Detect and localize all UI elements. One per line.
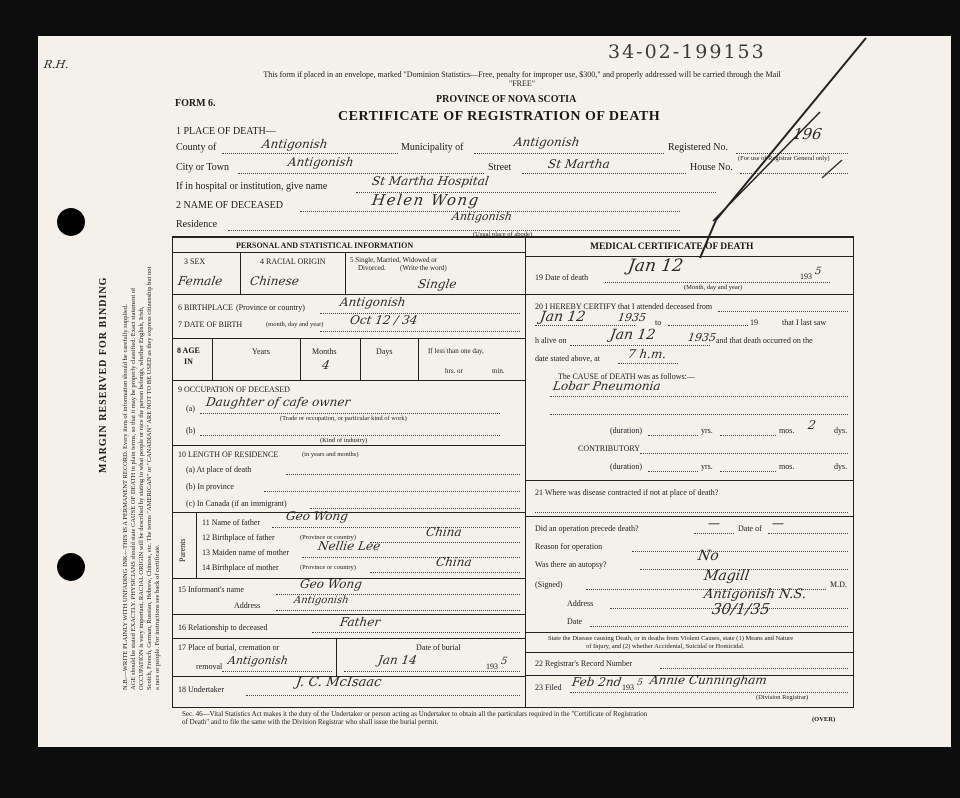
hrs-label: hrs. or [445,367,463,375]
age-label: IN [184,357,193,366]
medical-heading: MEDICAL CERTIFICATE OF DEATH [590,242,754,252]
race-label: 4 RACIAL ORIGIN [260,257,326,266]
margin-instructions: AGE should be stated EXACTLY. PHYSICIANS should state CAUSE OF DEATH in plain terms, so that it may be properly classified. Exact statement of [130,287,137,690]
street-value: St Martha [547,157,611,171]
autopsy-label: Was there an autopsy? [535,560,607,569]
informant-label: 15 Informant's name [178,585,244,594]
death-year-value: 5 [814,266,823,277]
house-no-label: House No. [690,162,733,173]
certify-label: 20 I HEREBY CERTIFY that I attended deceased from [535,302,713,311]
mos-label-2: mos. [779,462,795,471]
last-seen-year: 1935 [687,331,717,344]
race-value: Chinese [249,274,300,288]
signed-label: (Signed) [535,580,563,589]
burial-place-value: Antigonish [227,654,289,667]
yrs-label: yrs. [701,426,713,435]
residence-label: Residence [176,219,218,230]
filed-value: Feb 2nd [571,675,623,689]
residence-value: Antigonish [451,210,513,223]
age-label: 8 AGE [177,346,200,355]
signed-value: Magill [702,568,751,584]
yrs-label-2: yrs. [701,462,713,471]
md-label: M.D. [830,580,847,589]
burial-label: 17 Place of burial, cremation or [178,643,280,652]
last-seen-value: Jan 12 [608,327,657,343]
marital-value: Single [417,277,458,291]
occupation-a-label: (a) [186,404,195,413]
years-label: Years [252,347,270,356]
registered-no-value: 196 [791,125,823,143]
res-a-label: (a) At place of death [186,465,252,474]
duration-label-2: (duration) [610,462,642,471]
autopsy-value: No [696,548,720,564]
province-title: PROVINCE OF NOVA SCOTIA [436,94,577,105]
county-value: Antigonish [261,137,329,151]
corner-mark: R.H. [43,58,70,71]
medical-address-value: Antigonish N.S. [702,587,808,602]
medical-date-label: Date [567,617,583,626]
registered-note: (For use of Registrar General only) [738,155,830,162]
mother-label: 13 Maiden name of mother [202,548,290,557]
q21-label: 21 Where was disease contracted if not at place of death? [535,488,719,497]
city-label: City or Town [176,162,230,173]
filed-label: 23 Filed [535,683,562,692]
occupation-b-label: (b) [186,426,196,435]
medical-date-value: 30/1/35 [710,600,772,618]
death-time-value: 7 h.m. [627,347,668,361]
registrar-signature: Annie Cunningham [649,673,768,687]
violent-note: State the Disease causing Death, or in deaths from Violent Causes, state (1) Means and Nature [548,635,794,642]
check-mark-stroke [713,112,823,221]
months-value: 4 [321,358,331,372]
dob-value: Oct 12 / 34 [349,313,419,327]
last-saw-h: h [535,336,539,345]
registered-no-label: Registered No. [668,142,728,153]
occupation-b-note: (Kind of industry) [320,437,368,444]
burial-label: removal [196,662,223,671]
informant-address-label: Address [234,601,261,610]
duration-label: (duration) [610,426,642,435]
county-label: County of [176,142,217,153]
death-date-label: 19 Date of death [535,273,589,282]
relationship-value: Father [339,615,382,629]
dys-label-2: dys. [834,462,848,471]
father-value: Geo Wong [285,509,349,523]
burial-date-label: Date of burial [416,643,461,652]
date-of-label: Date of [738,524,762,533]
birthplace-label: 6 BIRTHPLACE [178,303,233,312]
res-b-label: (b) In province [186,482,234,491]
father-birthplace-label: 12 Birthplace of father [202,533,275,542]
burial-date-value: Jan 14 [377,653,418,667]
cause-value: Lobar Pneumonia [552,379,662,393]
footer-note: of Death" and to file the same with the Division Registrar who shall issue the burial permit. [182,718,439,726]
hospital-value: St Martha Hospital [371,174,490,188]
dys-label: dys. [834,426,848,435]
mother-value: Nellie Lee [317,539,382,553]
last-saw-label: that I last saw [782,318,827,327]
over-label: (OVER) [812,716,836,723]
undertaker-label: 18 Undertaker [178,685,224,694]
to-label: to [655,318,662,327]
archive-number: 34-02-199153 [608,41,766,63]
burial-year-print: 193 [486,662,498,671]
marital-label: (Write the word) [400,264,447,272]
less-than-day-label: If less than one day, [428,347,484,355]
death-year-print: 193 [800,272,812,281]
alive-on-label: alive on [541,336,567,345]
parents-label: Parents [178,538,187,562]
cause-label: The CAUSE of DEATH was as follows:— [558,372,695,381]
margin-instructions: a race or people. For instructions see back of certificate. [154,544,161,690]
form-number: FORM 6. [175,98,216,109]
mother-birthplace-label: 14 Birthplace of mother [202,563,279,572]
place-of-death-label: 1 PLACE OF DEATH— [176,126,276,137]
birthplace-value: Antigonish [339,295,407,309]
occupation-label: 9 OCCUPATION OF DECEASED [178,385,290,394]
death-date-value: Jan 12 [626,256,685,276]
operation-value: — [707,516,722,530]
sex-value: Female [177,274,224,288]
father-label: 11 Name of father [202,518,261,527]
year-19-label: 19 [750,318,758,327]
dob-hint: (month, day and year) [266,321,324,328]
personal-heading: PERSONAL AND STATISTICAL INFORMATION [236,241,414,250]
operation-label: Did an operation precede death? [535,524,639,533]
check-mark-stroke [700,38,866,258]
mos-label: mos. [779,426,795,435]
duration-mos-value: 2 [807,418,817,432]
marital-label: Divorced. [358,264,386,272]
postage-notice: This form if placed in an envelope, marked "Dominion Statistics—Free, penalty for improper use, $300," and properly addressed will be carried through the Mail "FREE" [263,70,781,88]
occupation-a-value: Daughter of cafe owner [205,395,352,409]
attended-from-year: 1935 [617,311,647,324]
violent-note: of Injury, and (2) whether Accidental, Suicidal or Homicidal. [586,643,745,650]
deceased-label: 2 NAME OF DECEASED [176,200,283,211]
street-label: Street [488,162,512,173]
marital-label: 5 Single, Married, Widowed or [350,256,438,264]
death-date-hint: (Month, day and year) [684,284,743,291]
reason-label: Reason for operation [535,542,603,551]
margin-instructions: Scotch, French, German, Russian, Hebrew, Chinese, etc. The terms "AMERICAN" or "CANADIAN" ARE NOT TO BE USED as they express citizenship but not [146,266,153,690]
contributory-label: CONTRIBUTORY [578,444,641,453]
informant-value: Geo Wong [299,577,363,591]
dob-label: 7 DATE OF BIRTH [178,320,243,329]
registrar-note: (Division Registrar) [756,694,809,701]
binding-margin-label: MARGIN RESERVED FOR BINDING [98,276,109,473]
birthplace-hint: (Province or country) [236,303,305,312]
deceased-value: Helen Wong [370,191,482,209]
father-birthplace-value: China [425,525,463,539]
res-c-label: (c) In Canada (if an immigrant) [186,499,287,508]
municipality-value: Antigonish [513,135,581,149]
months-label: Months [312,347,337,356]
date-of-value: — [771,516,786,530]
residence-note: (Usual place of abode) [473,231,533,238]
burial-year-value: 5 [500,656,509,667]
undertaker-value: J. C. McIsaac [294,675,383,690]
informant-address-value: Antigonish [293,595,350,606]
filed-year-value: 5 [636,678,644,688]
attended-from-value: Jan 12 [538,309,587,325]
relationship-label: 16 Relationship to deceased [178,623,268,632]
city-value: Antigonish [287,155,355,169]
father-birthplace-hint: (Province or country) [300,534,356,541]
date-stated-label: date stated above, at [535,354,600,363]
mother-birthplace-value: China [435,555,473,569]
check-mark-stroke [822,160,842,178]
hospital-label: If in hospital or institution, give name [176,181,328,192]
sex-label: 3 SEX [184,257,206,266]
occupation-a-note: (Trade or occupation, or particular kind of work) [280,415,407,422]
mother-birthplace-hint: (Province or country) [300,564,356,571]
margin-instructions: OCCUPATION is very important. RACIAL ORIGIN will be described by stating to what people or race the person belongs, whether English, Irish, [138,306,145,690]
min-label: min. [492,367,505,375]
residence-length-hint: (in years and months) [302,451,359,458]
death-occurred-label: and that death occurred on the [716,336,813,345]
registrar-number-label: 22 Registrar's Record Number [535,659,633,668]
residence-length-label: 10 LENGTH OF RESIDENCE [178,450,279,459]
filed-year-print: 193 [622,683,634,692]
municipality-label: Municipality of [401,142,464,153]
days-label: Days [376,347,393,356]
margin-instructions: N.B.—WRITE PLAINLY WITH UNFADING INK—THIS IS A PERMANENT RECORD. Every item of information should be carefully supplied. [122,304,129,690]
page-title: CERTIFICATE OF REGISTRATION OF DEATH [338,109,661,124]
footer-note: Sec. 46—Vital Statistics Act makes it the duty of the Undertaker or person acting as Undertaker to obtain all the particulars required in the "Certificate of Registration [182,710,648,718]
medical-address-label: Address [567,599,594,608]
